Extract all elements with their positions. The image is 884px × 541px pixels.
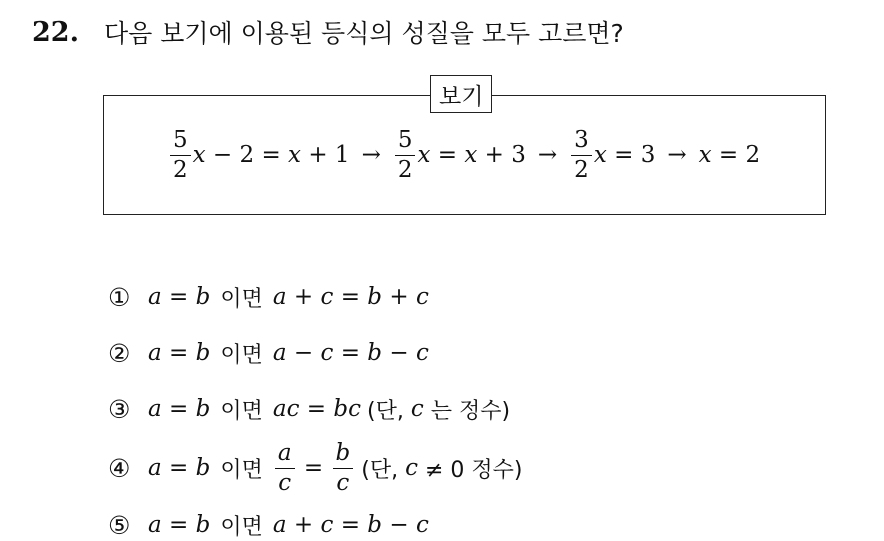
operator: + bbox=[286, 512, 321, 538]
variable: c bbox=[415, 284, 429, 310]
if-word: 이면 bbox=[220, 514, 263, 540]
operator: + bbox=[286, 284, 321, 310]
variable: a bbox=[148, 284, 162, 310]
variable: a bbox=[272, 284, 287, 310]
expression-text: + 1 bbox=[301, 142, 350, 168]
variable: b bbox=[367, 512, 383, 538]
if-word: 이면 bbox=[220, 398, 263, 424]
fraction-numerator: a bbox=[275, 442, 295, 469]
fraction bbox=[395, 126, 416, 183]
if-word: 이면 bbox=[220, 457, 263, 483]
variable: b bbox=[367, 284, 383, 310]
variable: a bbox=[272, 512, 287, 538]
option-marker: ⑤ bbox=[108, 510, 131, 540]
note-text: ≠ 0 정수) bbox=[417, 457, 523, 483]
option-1[interactable] bbox=[108, 282, 429, 312]
variable: b bbox=[195, 284, 211, 310]
variable: c bbox=[320, 512, 334, 538]
expression-text: = 3 bbox=[606, 142, 656, 168]
equation-chain bbox=[168, 122, 760, 188]
operator: = bbox=[161, 512, 196, 538]
operator: = bbox=[333, 284, 368, 310]
arrow: → bbox=[361, 142, 381, 168]
variable: ac bbox=[272, 396, 300, 422]
operator: = bbox=[161, 396, 196, 422]
fraction-denominator: c bbox=[336, 469, 350, 496]
fraction bbox=[170, 126, 191, 183]
operator: = bbox=[333, 340, 368, 366]
fraction-denominator: c bbox=[278, 469, 292, 496]
operator: = bbox=[333, 512, 368, 538]
variable: a bbox=[148, 340, 162, 366]
variable: a bbox=[148, 512, 162, 538]
fraction bbox=[333, 439, 354, 496]
operator: = bbox=[299, 396, 334, 422]
step-3 bbox=[569, 126, 656, 183]
fraction-denominator: 2 bbox=[574, 156, 589, 183]
expression-text: = 2 bbox=[711, 142, 761, 168]
variable: b bbox=[195, 340, 211, 366]
variable: a bbox=[148, 396, 162, 422]
if-word: 이면 bbox=[220, 342, 263, 368]
variable: c bbox=[320, 284, 334, 310]
question-header bbox=[32, 12, 624, 52]
variable: x bbox=[417, 142, 431, 168]
variable: x bbox=[593, 142, 607, 168]
arrow: → bbox=[667, 142, 687, 168]
operator: = bbox=[296, 455, 331, 481]
variable: b bbox=[367, 340, 383, 366]
variable: x bbox=[192, 142, 206, 168]
variable: bc bbox=[333, 396, 361, 422]
expression-text: − 2 = bbox=[205, 142, 289, 168]
note-text: (단, bbox=[361, 457, 406, 483]
variable: c bbox=[405, 455, 418, 481]
fraction-denominator: 2 bbox=[397, 156, 413, 183]
fraction bbox=[571, 126, 592, 183]
note-text: (단, bbox=[366, 398, 411, 424]
variable: b bbox=[195, 455, 211, 481]
variable: b bbox=[195, 512, 211, 538]
option-2[interactable] bbox=[108, 338, 429, 368]
option-4[interactable] bbox=[108, 440, 522, 496]
variable: a bbox=[148, 455, 162, 481]
question-text: 다음 보기에 이용된 등식의 성질을 모두 고르면? bbox=[104, 19, 624, 48]
option-marker: ③ bbox=[108, 394, 131, 424]
fraction-numerator: 3 bbox=[571, 129, 592, 156]
option-marker: ① bbox=[108, 282, 131, 312]
variable: c bbox=[415, 340, 429, 366]
option-3[interactable] bbox=[108, 394, 510, 424]
fraction-numerator: 5 bbox=[170, 129, 191, 156]
fraction-numerator: 5 bbox=[395, 129, 416, 156]
operator: = bbox=[161, 455, 196, 481]
expression-text: = bbox=[430, 142, 465, 168]
variable: c bbox=[415, 512, 429, 538]
operator: = bbox=[161, 284, 196, 310]
variable: x bbox=[464, 142, 478, 168]
if-word: 이면 bbox=[220, 286, 263, 312]
variable: c bbox=[410, 396, 424, 422]
variable: a bbox=[272, 340, 287, 366]
step-4 bbox=[699, 142, 761, 168]
operator: − bbox=[286, 340, 321, 366]
note-text: 는 정수) bbox=[423, 398, 511, 424]
step-1 bbox=[168, 126, 350, 183]
fraction-denominator: 2 bbox=[173, 156, 188, 183]
variable: b bbox=[195, 396, 211, 422]
fraction bbox=[275, 439, 295, 496]
operator: − bbox=[382, 512, 416, 538]
variable: c bbox=[320, 340, 334, 366]
expression-text: + 3 bbox=[477, 142, 526, 168]
option-marker: ② bbox=[108, 338, 131, 368]
fraction-numerator: b bbox=[333, 442, 354, 469]
arrow: → bbox=[537, 142, 558, 168]
variable: x bbox=[288, 142, 302, 168]
question-number: 22. bbox=[32, 16, 79, 48]
variable: x bbox=[698, 142, 712, 168]
option-marker: ④ bbox=[108, 453, 131, 483]
example-box-label: 보기 bbox=[430, 75, 492, 113]
operator: − bbox=[382, 340, 416, 366]
operator: = bbox=[161, 340, 196, 366]
operator: + bbox=[382, 284, 416, 310]
step-2 bbox=[393, 126, 526, 183]
